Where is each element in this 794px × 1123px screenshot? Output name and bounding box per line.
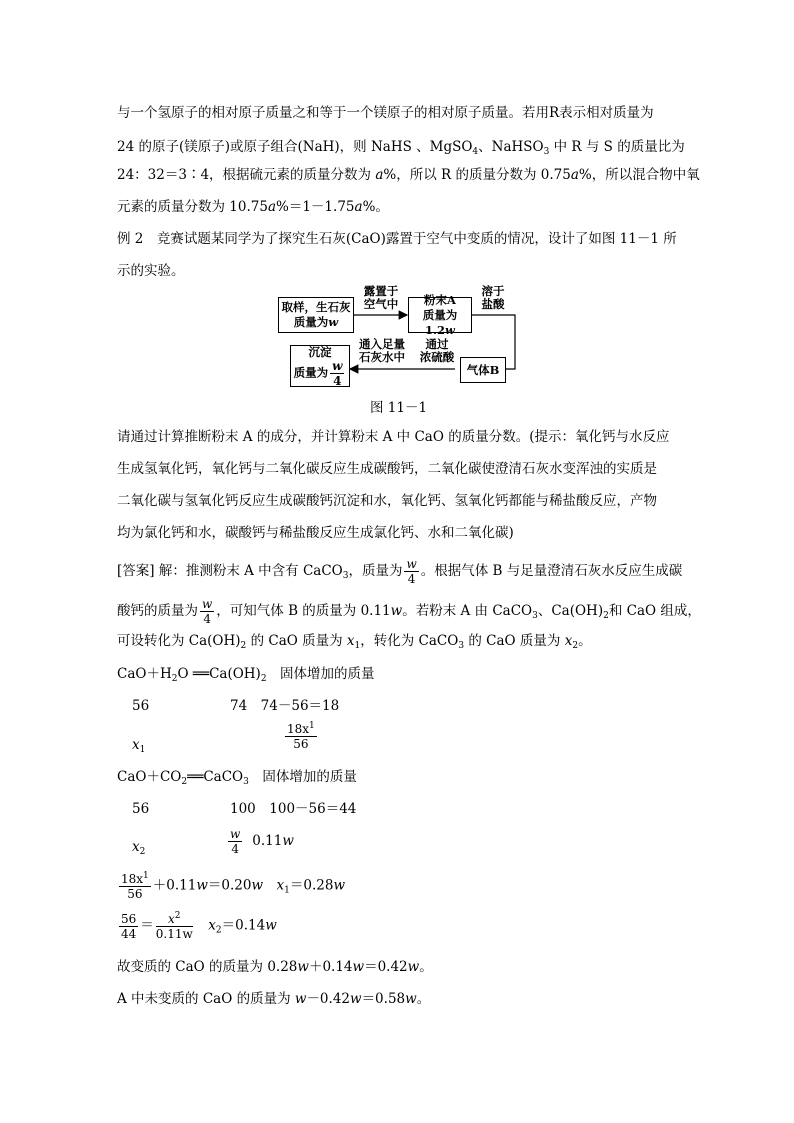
sub: 3 xyxy=(243,777,249,787)
text xyxy=(263,878,277,894)
denominator: 44 xyxy=(121,926,137,941)
denominator: 56 xyxy=(293,737,309,751)
denominator: 4 xyxy=(407,572,416,586)
fraction xyxy=(156,912,193,940)
text: %。 xyxy=(362,199,389,215)
example-line-1: 例 2 竞赛试题某同学为了探究生石灰(CaO)露置于空气中变质的情况，设计了如图 11－1 所 xyxy=(117,231,677,247)
answer-line-2 xyxy=(117,598,701,625)
text: 。 xyxy=(578,633,592,649)
calc-row-3x xyxy=(132,736,145,759)
question-line-3: 二氧化碳与氢氧化钙反应生成碳酸钙沉淀和水，氧化钙、氢氧化钙都能与稀盐酸反应，产物 xyxy=(117,493,657,509)
fraction xyxy=(330,360,344,387)
text: 气体B xyxy=(466,362,500,377)
text: ＝0.28 xyxy=(289,877,334,894)
text: 和 CaO 组成， xyxy=(608,603,701,619)
fraction xyxy=(119,872,151,900)
var: x xyxy=(346,633,355,649)
text xyxy=(252,833,294,849)
text: 故变质的 CaO 的质量为 0.28 xyxy=(117,959,298,975)
sup: 1 xyxy=(143,871,149,881)
text: 18x xyxy=(287,722,310,736)
text: 可设转化为 Ca(OH) xyxy=(117,633,241,649)
var: a xyxy=(354,199,363,215)
text: 、NaHSO xyxy=(478,139,544,155)
fraction xyxy=(404,558,418,585)
calc-row-2a: 56 xyxy=(132,698,150,714)
var: w xyxy=(328,315,339,329)
fraction xyxy=(119,913,138,940)
calc-row-9 xyxy=(117,958,433,976)
text: ＝0.20 xyxy=(207,877,252,894)
text: 溶于 xyxy=(481,284,505,298)
sub: 1 xyxy=(354,641,361,651)
sub: 3 xyxy=(543,147,550,157)
text: O ══Ca(OH) xyxy=(177,666,261,682)
text: 0.11 xyxy=(252,833,283,849)
text xyxy=(294,360,347,387)
text: ＋0.14 xyxy=(308,959,353,975)
text: 质量为 xyxy=(293,315,329,329)
answer-line-1 xyxy=(117,558,682,585)
flow-diagram xyxy=(270,284,530,388)
calc-row-3frac xyxy=(283,722,319,750)
calc-row-6x xyxy=(132,838,145,861)
var: a xyxy=(570,167,579,183)
sub: 2 xyxy=(603,611,609,621)
text: 空气中 xyxy=(363,297,399,311)
text: 质量为 xyxy=(293,365,329,380)
text: ＝0.42 xyxy=(364,959,408,975)
fraction xyxy=(228,828,242,855)
text: %＝1－1.75 xyxy=(276,199,355,215)
var: x xyxy=(168,912,175,926)
text: 的 CaO 质量为 xyxy=(464,633,565,649)
var: w xyxy=(350,991,362,1007)
intro-line-1: 与一个氢原子的相对原子质量之和等于一个镁原子的相对原子质量。若用R表示相对质量为 xyxy=(117,105,654,121)
var: x xyxy=(564,633,573,649)
text: CaO＋CO xyxy=(117,769,182,785)
calc-row-5b: 100 100－56＝44 xyxy=(230,801,357,817)
sub: 1 xyxy=(284,885,290,896)
denominator: 4 xyxy=(231,842,239,856)
text xyxy=(195,918,209,934)
sup: 2 xyxy=(174,911,181,921)
var: w xyxy=(297,959,309,975)
denominator: 4 xyxy=(203,612,211,626)
box-precipitate xyxy=(290,345,350,387)
text: 24：32＝3∶4，根据硫元素的质量分数为 xyxy=(117,167,376,183)
var: w xyxy=(405,991,417,1007)
text: ＝ xyxy=(140,917,154,934)
var: a xyxy=(375,167,384,183)
text: 酸钙的质量为 xyxy=(117,603,198,619)
text: 元素的质量分数为 10.75 xyxy=(117,199,268,215)
text: 的 CaO 质量为 xyxy=(246,633,347,649)
text xyxy=(294,315,338,330)
var: w xyxy=(352,959,365,975)
text: 浓硫酸 xyxy=(419,350,455,364)
text: 石灰水中 xyxy=(359,350,405,364)
sub: 3 xyxy=(532,611,538,621)
fraction xyxy=(285,722,317,750)
figure-caption: 图 11－1 xyxy=(370,400,428,416)
text: 通入足量 xyxy=(359,337,405,351)
text: 固体增加的质量 xyxy=(248,769,357,785)
text xyxy=(409,308,471,338)
text: 通过 xyxy=(425,337,449,351)
calc-row-10 xyxy=(117,990,430,1008)
denominator: 56 xyxy=(127,887,143,901)
text: 。 xyxy=(416,991,431,1007)
var: w xyxy=(251,877,264,894)
text: ，转化为 CaCO xyxy=(360,633,459,649)
var: w xyxy=(265,917,277,934)
calc-row-8 xyxy=(117,912,277,940)
calc-row-6frac xyxy=(226,828,294,855)
answer-line-3 xyxy=(117,632,592,655)
denominator: 4 xyxy=(333,374,342,388)
text: ＋0.11 xyxy=(152,877,197,894)
numerator: 56 xyxy=(121,911,137,926)
sub: 2 xyxy=(139,847,146,857)
text: [答案] 解：推测粉末 A 中含有 CaCO xyxy=(117,563,343,579)
text: CaO＋H xyxy=(117,666,172,682)
var: w xyxy=(294,991,307,1007)
text: ＝0.58 xyxy=(361,991,406,1007)
example-line-2: 示的实验。 xyxy=(117,263,185,279)
intro-line-3 xyxy=(117,166,700,184)
calc-row-2b: 74 74－56＝18 xyxy=(230,698,340,714)
text: 粉末A xyxy=(424,292,456,307)
question-line-1: 请通过计算推断粉末 A 的成分，并计算粉末 A 中 CaO 的质量分数。(提示：氧化钙与水反应 xyxy=(117,429,670,445)
text: 露置于 xyxy=(363,284,399,298)
text: 。若粉末 A 由 CaCO xyxy=(402,603,533,619)
var: w xyxy=(407,959,420,975)
question-line-2: 生成氢氧化钙，氧化钙与二氧化碳反应生成碳酸钙，二氧化碳使澄清石灰水变浑浊的实质是 xyxy=(117,461,657,477)
text: 沉淀 xyxy=(308,345,332,359)
arrow2-label xyxy=(475,285,511,311)
numerator: w xyxy=(406,557,417,571)
text: 24 的原子(镁原子)或原子组合(NaH)，则 NaHS 、MgSO xyxy=(117,139,473,155)
var: w xyxy=(282,833,294,849)
sub: 3 xyxy=(342,571,349,581)
intro-line-4 xyxy=(117,198,389,216)
var: w xyxy=(390,603,403,619)
arrow1-label xyxy=(358,285,404,311)
calc-row-7 xyxy=(117,872,345,900)
var: a xyxy=(267,199,277,215)
numerator xyxy=(119,872,151,887)
box-powder-a xyxy=(408,292,472,337)
fraction xyxy=(200,598,214,625)
text: ，可知气体 B 的质量为 0.11 xyxy=(216,603,391,619)
numerator: w xyxy=(202,597,213,611)
var: x xyxy=(132,839,140,855)
numerator: w xyxy=(230,827,241,841)
text: 。 xyxy=(419,959,433,975)
text: ══CaCO xyxy=(187,769,244,785)
numerator: w xyxy=(332,359,343,373)
text: 18x xyxy=(121,872,144,886)
calc-reaction-1 xyxy=(117,665,375,688)
sub: 2 xyxy=(240,641,247,651)
text: A 中未变质的 CaO 的质量为 xyxy=(117,991,295,1007)
denominator: 0.11w xyxy=(155,927,193,941)
numerator xyxy=(285,722,317,737)
text: 、Ca(OH) xyxy=(537,603,604,619)
text: －0.42 xyxy=(306,991,350,1007)
sub: 2 xyxy=(572,641,579,651)
text: ＝0.14 xyxy=(221,917,266,934)
var: w xyxy=(445,322,455,337)
numerator xyxy=(156,912,193,927)
text: 盐酸 xyxy=(481,297,505,311)
box-sample xyxy=(278,297,354,333)
calc-row-5a: 56 xyxy=(132,801,150,817)
text: 质量为1.2 xyxy=(422,307,458,337)
var: w xyxy=(196,877,208,894)
text: ，质量为 xyxy=(348,563,403,579)
sub: 1 xyxy=(139,745,146,755)
sub: 2 xyxy=(171,674,178,684)
sub: 4 xyxy=(472,147,479,157)
text: 。根据气体 B 与足量澄清石灰水反应生成碳 xyxy=(420,563,683,579)
box-gas-b xyxy=(460,357,506,383)
arrow3-label xyxy=(415,338,459,364)
text: %，所以混合物中氧 xyxy=(578,167,700,183)
text: 固体增加的质量 xyxy=(266,666,375,682)
intro-line-2 xyxy=(117,138,685,161)
sub: 2 xyxy=(181,777,188,787)
sub: 3 xyxy=(458,641,465,651)
var: w xyxy=(333,877,346,894)
sub: 2 xyxy=(260,674,267,684)
arrow4-label xyxy=(354,338,410,364)
sub: 2 xyxy=(215,925,222,936)
text: %，所以 R 的质量分数为 0.75 xyxy=(383,167,571,183)
var: x xyxy=(132,737,140,753)
text: 中 R 与 S 的质量比为 xyxy=(549,139,685,155)
sup: 1 xyxy=(309,721,315,731)
calc-reaction-2 xyxy=(117,768,357,791)
var: x xyxy=(276,877,285,894)
question-line-4: 均为氯化钙和水，碳酸钙与稀盐酸反应生成氯化钙、水和二氧化碳) xyxy=(117,525,514,541)
var: x xyxy=(208,917,216,934)
text: 取样，生石灰 xyxy=(281,300,351,314)
